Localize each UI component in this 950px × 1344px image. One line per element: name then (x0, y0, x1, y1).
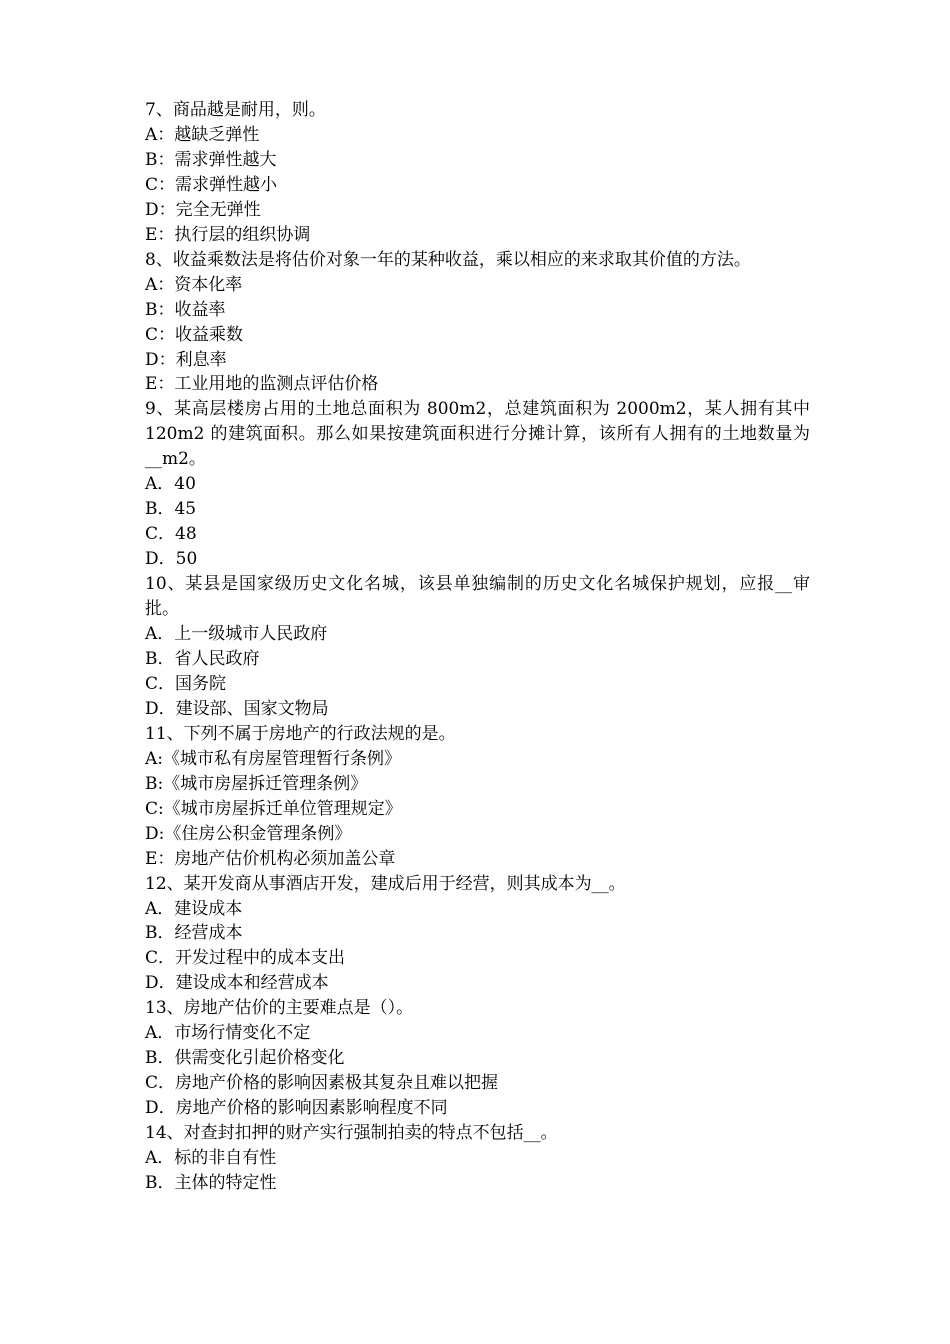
question-7-option-d: D：完全无弹性 (145, 199, 261, 220)
question-8 (145, 248, 810, 398)
question-9 (145, 397, 810, 572)
question-9-option-a: A．40 (145, 474, 196, 495)
question-8-option-a: A：资本化率 (145, 274, 243, 295)
question-13-stem: 13、房地产估价的主要难点是（）。 (145, 998, 414, 1019)
question-12 (145, 872, 810, 997)
question-8-stem: 8、收益乘数法是将估价对象一年的某种收益，乘以相应的来求取其价值的方法。 (145, 249, 751, 270)
question-11 (145, 722, 810, 872)
question-9-option-c: C．48 (145, 524, 197, 545)
question-11-option-e: E：房地产估价机构必须加盖公章 (145, 848, 396, 869)
question-11-option-d: D:《住房公积金管理条例》 (145, 823, 352, 844)
question-9-option-d: D．50 (145, 549, 198, 570)
question-10-option-b: B．省人民政府 (145, 648, 260, 669)
question-7-stem: 7、商品越是耐用，则。 (145, 100, 326, 120)
question-9-stem: 9、某高层楼房占用的土地总面积为 800m2，总建筑面积为 2000m2，某人拥有其中 120m2 的建筑面积。那么如果按建筑面积进行分摊计算，该所有人拥有的土地数量为__m2。 (145, 399, 810, 470)
question-8-option-b: B：收益率 (145, 299, 226, 320)
question-11-option-b: B:《城市房屋拆迁管理条例》 (145, 773, 368, 794)
question-9-option-b: B．45 (145, 499, 197, 520)
question-8-option-c: C：收益乘数 (145, 324, 244, 345)
question-13 (145, 996, 810, 1121)
question-13-option-b: B．供需变化引起价格变化 (145, 1048, 345, 1069)
question-14-option-b: B．主体的特定性 (145, 1172, 277, 1193)
question-11-option-c: C:《城市房屋拆迁单位管理规定》 (145, 798, 402, 819)
document-page (145, 98, 810, 1196)
question-10-option-c: C．国务院 (145, 673, 227, 694)
question-13-option-d: D．房地产价格的影响因素影响程度不同 (145, 1098, 448, 1119)
question-10-option-d: D．建设部、国家文物局 (145, 698, 329, 719)
question-7-option-e: E：执行层的组织协调 (145, 224, 311, 245)
question-7-option-c: C：需求弹性越小 (145, 174, 278, 195)
question-7 (145, 98, 810, 248)
question-10-option-a: A．上一级城市人民政府 (145, 624, 328, 645)
question-7-option-a: A：越缺乏弹性 (145, 124, 260, 145)
question-8-option-d: D：利息率 (145, 349, 227, 370)
question-14-option-a: A．标的非自有性 (145, 1148, 277, 1169)
question-8-option-e: E：工业用地的监测点评估价格 (145, 374, 379, 395)
question-14 (145, 1121, 810, 1196)
question-12-option-a: A．建设成本 (145, 898, 243, 919)
question-13-option-c: C．房地产价格的影响因素极其复杂且难以把握 (145, 1073, 499, 1094)
question-12-option-d: D．建设成本和经营成本 (145, 973, 329, 994)
question-11-option-a: A:《城市私有房屋管理暂行条例》 (145, 748, 402, 769)
question-12-option-c: C．开发过程中的成本支出 (145, 948, 346, 969)
question-7-option-b: B：需求弹性越大 (145, 149, 277, 170)
question-13-option-a: A．市场行情变化不定 (145, 1023, 311, 1044)
question-10-stem: 10、某县是国家级历史文化名城，该县单独编制的历史文化名城保护规划，应报__审批。 (145, 574, 810, 620)
question-14-stem: 14、对查封扣押的财产实行强制拍卖的特点不包括__。 (145, 1123, 558, 1144)
question-10 (145, 572, 810, 722)
question-12-option-b: B．经营成本 (145, 923, 243, 944)
question-12-stem: 12、某开发商从事酒店开发，建成后用于经营，则其成本为__。 (145, 873, 626, 894)
question-11-stem: 11、下列不属于房地产的行政法规的是。 (145, 723, 456, 744)
